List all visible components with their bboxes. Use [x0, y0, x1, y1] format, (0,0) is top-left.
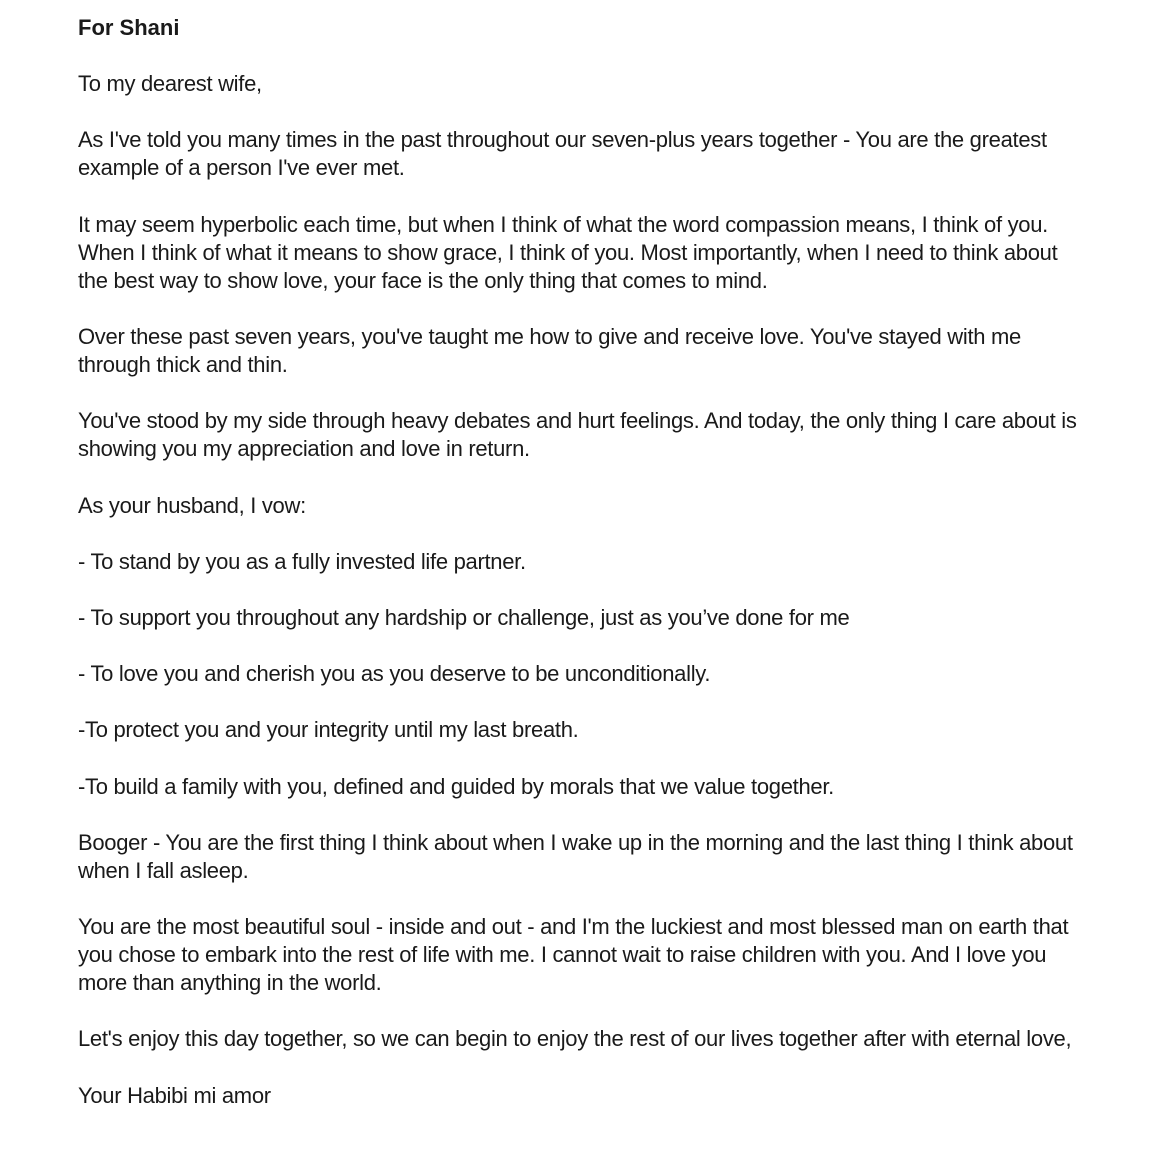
- vow-item: -To build a family with you, defined and guided by morals that we value together.: [78, 773, 834, 799]
- vow-item: - To love you and cherish you as you deserve to be unconditionally.: [78, 661, 711, 687]
- vow-item: -To protect you and your integrity until my last breath.: [78, 717, 579, 743]
- paragraph: It may seem hyperbolic each time, but when I think of what the word compassion means, I think of you. When I think of what it means to show grace, I think of you. Most importantly, when I need to think about the best way to show love, your face is the only thing that comes to mind.: [78, 211, 1058, 293]
- vow-item: - To support you throughout any hardship or challenge, just as you’ve done for me: [78, 604, 850, 630]
- paragraph: Over these past seven years, you've taught me how to give and receive love. You've stayed with me through thick and thin.: [78, 324, 1021, 378]
- paragraph: You've stood by my side through heavy debates and hurt feelings. And today, the only thing I care about is showing you my appreciation and love in return.: [78, 408, 1077, 462]
- document-title: For Shani: [78, 15, 180, 40]
- paragraph: Booger - You are the first thing I think about when I wake up in the morning and the last thing I think about when I fall asleep.: [78, 829, 1073, 883]
- salutation: To my dearest wife,: [78, 71, 262, 97]
- paragraph: As I've told you many times in the past throughout our seven-plus years together - You are the greatest example of a person I've ever met.: [78, 127, 1047, 181]
- paragraph: Let's enjoy this day together, so we can begin to enjoy the rest of our lives together after with eternal love,: [78, 1026, 1072, 1052]
- vow-intro: As your husband, I vow:: [78, 492, 306, 518]
- paragraph: You are the most beautiful soul - inside and out - and I'm the luckiest and most blessed man on earth that you chose to embark into the rest of life with me. I cannot wait to raise children with you. And I love you more than anything in the world.: [78, 914, 1069, 996]
- signature: Your Habibi mi amor: [78, 1082, 271, 1108]
- vow-item: - To stand by you as a fully invested life partner.: [78, 548, 526, 574]
- document-body: [78, 14, 1078, 1110]
